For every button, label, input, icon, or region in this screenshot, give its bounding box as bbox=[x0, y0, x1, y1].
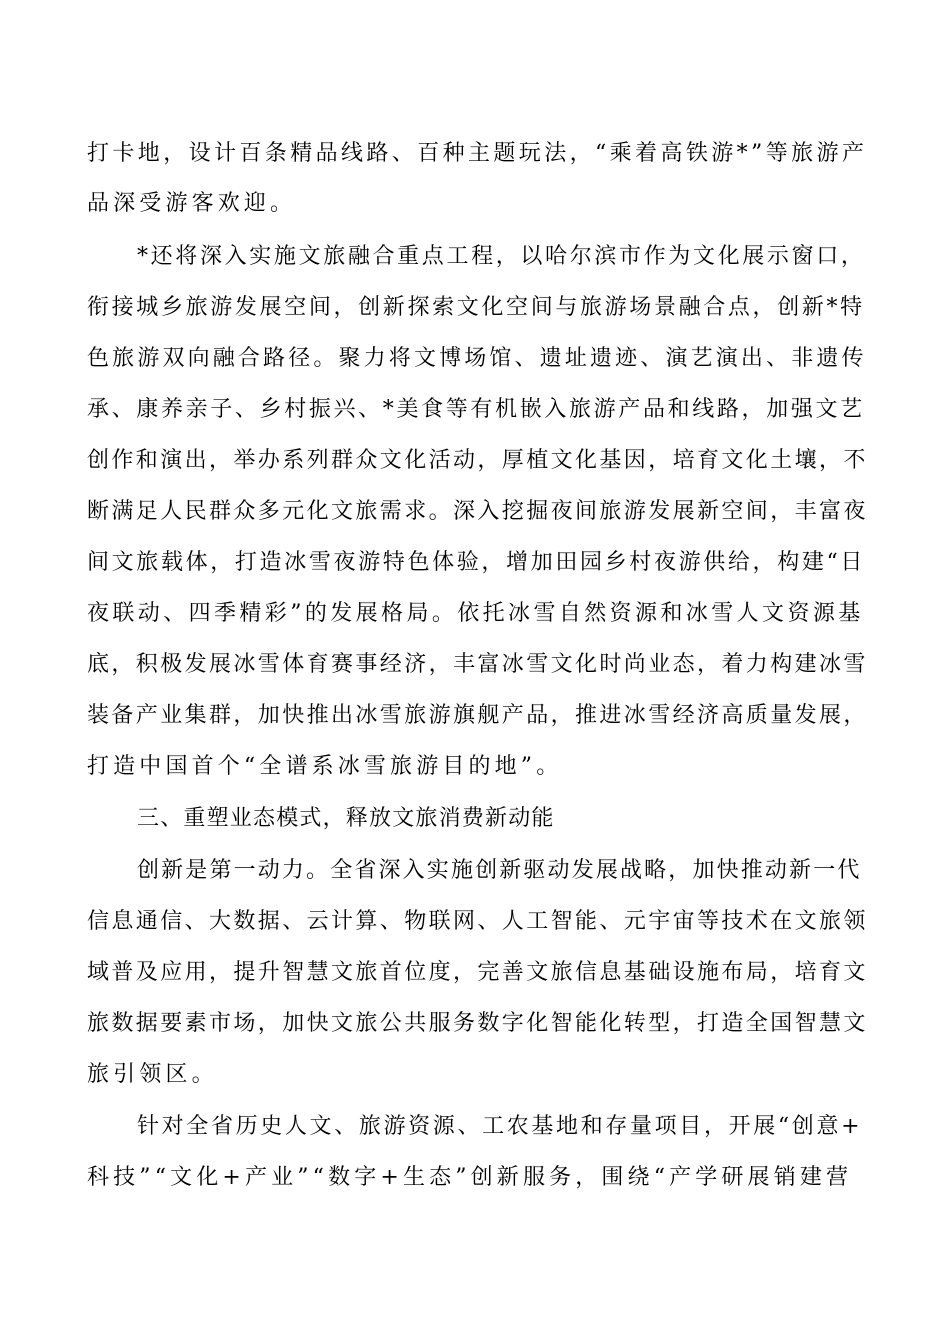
text-line: 域普及应用，提升智慧文旅首位度，完善文旅信息基础设施布局，培育文 bbox=[87, 960, 868, 985]
text-line: 衔接城乡旅游发展空间，创新探索文化空间与旅游场景融合点，创新*特 bbox=[87, 295, 865, 320]
text-line: *还将深入实施文旅融合重点工程，以哈尔滨市作为文化展示窗口， bbox=[137, 244, 866, 269]
text-line: 间文旅载体，打造冰雪夜游特色体验，增加田园乡村夜游供给，构建“日 bbox=[87, 550, 866, 575]
text-line: 断满足人民群众多元化文旅需求。深入挖掘夜间旅游发展新空间，丰富夜 bbox=[87, 499, 868, 524]
text-line: 色旅游双向融合路径。聚力将文博场馆、遗址遗迹、演艺演出、非遗传 bbox=[87, 346, 867, 371]
text-line: 创新是第一动力。全省深入实施创新驱动发展战略，加快推动新一代 bbox=[137, 858, 862, 883]
text-line: 底，积极发展冰雪体育赛事经济，丰富冰雪文化时尚业态，着力构建冰雪 bbox=[87, 652, 868, 677]
text-line: 科技”“文化+产业”“数字+生态”创新服务，围绕“产学研展销建营 bbox=[87, 1165, 853, 1190]
text-line: 打卡地，设计百条精品线路、百种主题玩法，“乘着高铁游*”等旅游产 bbox=[87, 141, 868, 166]
text-line: 承、康养亲子、乡村振兴、*美食等有机嵌入旅游产品和线路，加强文艺 bbox=[87, 397, 865, 422]
text-line: 品深受游客欢迎。 bbox=[87, 191, 297, 216]
section-heading: 三、重塑业态模式，释放文旅消费新动能 bbox=[137, 806, 555, 831]
text-line: 针对全省历史人文、旅游资源、工农基地和存量项目，开展“创意+ bbox=[137, 1114, 863, 1139]
text-line: 夜联动、四季精彩”的发展格局。依托冰雪自然资源和冰雪人文资源基 bbox=[87, 601, 864, 626]
text-line: 旅引领区。 bbox=[87, 1062, 218, 1087]
text-line: 装备产业集群，加快推出冰雪旅游旗舰产品，推进冰雪经济高质量发展， bbox=[87, 703, 868, 728]
text-line: 打造中国首个“全谱系冰雪旅游目的地”。 bbox=[87, 754, 563, 779]
text-line: 创作和演出，举办系列群众文化活动，厚植文化基因，培育文化土壤，不 bbox=[87, 448, 868, 473]
text-line: 信息通信、大数据、云计算、物联网、人工智能、元宇宙等技术在文旅领 bbox=[87, 909, 868, 934]
text-line: 旅数据要素市场，加快文旅公共服务数字化智能化转型，打造全国智慧文 bbox=[87, 1011, 868, 1036]
